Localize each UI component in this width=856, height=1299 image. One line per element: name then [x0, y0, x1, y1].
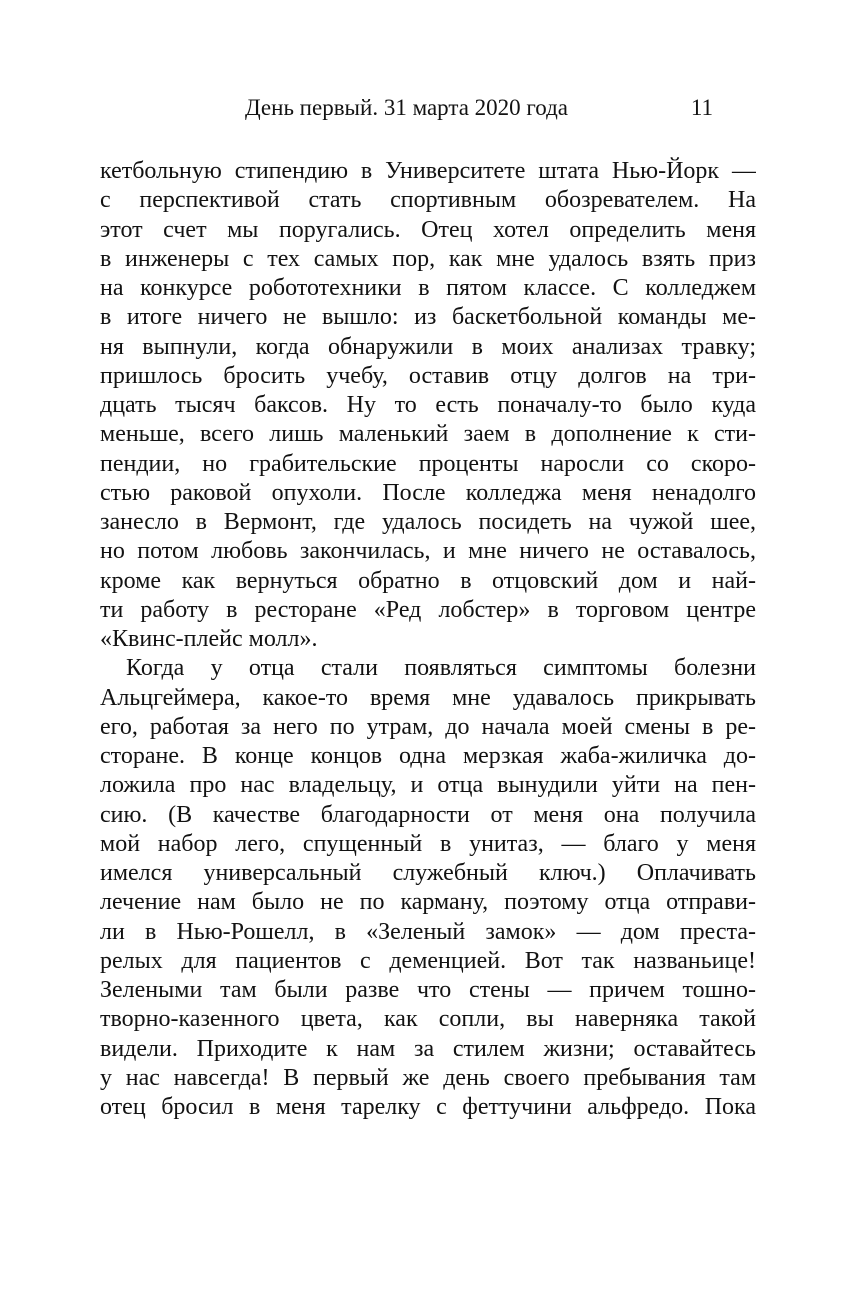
text-line: ли в Нью-Рошелл, в «Зеленый замок» — дом преста- [100, 918, 756, 945]
text-line: в итоге ничего не вышло: из баскетбольной команды ме- [100, 304, 756, 331]
page-number: 11 [690, 95, 713, 120]
text-line: ня выпнули, когда обнаружили в моих анализах травку; [100, 333, 756, 360]
text-line: сию. (В качестве благодарности от меня она получила [100, 801, 756, 828]
text-line: на конкурсе робототехники в пятом классе. С колледжем [100, 275, 756, 301]
running-head-title: День первый. 31 марта 2020 года [244, 95, 569, 120]
text-line: творно-казенного цвета, как сопли, вы наверняка такой [100, 1006, 756, 1033]
text-line: пендии, но грабительские проценты наросли со скоро- [100, 450, 756, 477]
text-line: этот счет мы поругались. Отец хотел определить меня [100, 216, 756, 243]
text-line: отец бросил в меня тарелку с феттучини альфредо. Пока [100, 1094, 756, 1120]
text-line: «Квинс-плейс молл». [100, 626, 318, 652]
text-line: лечение нам было не по карману, поэтому отца отправи- [100, 889, 756, 916]
text-line: его, работая за него по утрам, до начала моей смены в ре- [100, 713, 756, 740]
running-head [100, 93, 713, 123]
text-line: сторане. В конце концов одна мерзкая жаба-жиличка до- [100, 743, 756, 769]
text-line: с перспективой стать спортивным обозревателем. На [100, 187, 756, 214]
text-line: но потом любовь закончилась, и мне ничего не оставалось, [100, 538, 756, 565]
text-line: в инженеры с тех самых пор, как мне удалось взять приз [100, 245, 756, 272]
text-line: кетбольную стипендию в Университете штата Нью-Йорк — [100, 158, 756, 184]
text-line: пришлось бросить учебу, оставив отцу долгов на три- [100, 362, 756, 389]
body-text [100, 157, 756, 1122]
text-line: релых для пациентов с деменцией. Вот так названьице! [100, 947, 756, 974]
text-line: меньше, всего лишь маленький заем в дополнение к сти- [100, 421, 756, 448]
text-line: ти работу в ресторане «Ред лобстер» в торговом центре [100, 596, 756, 623]
text-line: ложила про нас владельцу, и отца вынудили уйти на пен- [100, 772, 756, 799]
text-line: дцать тысяч баксов. Ну то есть поначалу-то было куда [100, 392, 756, 418]
text-line: имелся универсальный служебный ключ.) Оплачивать [100, 860, 756, 886]
text-line: стью раковой опухоли. После колледжа меня ненадолго [100, 479, 756, 506]
text-line: мой набор лего, спущенный в унитаз, — благо у меня [100, 830, 756, 857]
text-line: Когда у отца стали появляться симптомы болезни [126, 655, 756, 682]
text-line: Альцгеймера, какое-то время мне удавалось прикрывать [100, 684, 756, 711]
text-line: у нас навсегда! В первый же день своего пребывания там [100, 1064, 756, 1091]
text-line: Зелеными там были разве что стены — причем тошно- [100, 977, 756, 1003]
text-line: занесло в Вермонт, где удалось посидеть на чужой шее, [100, 509, 756, 535]
text-line: видели. Приходите к нам за стилем жизни; оставайтесь [100, 1035, 756, 1062]
text-line: кроме как вернуться обратно в отцовский дом и най- [100, 567, 756, 594]
